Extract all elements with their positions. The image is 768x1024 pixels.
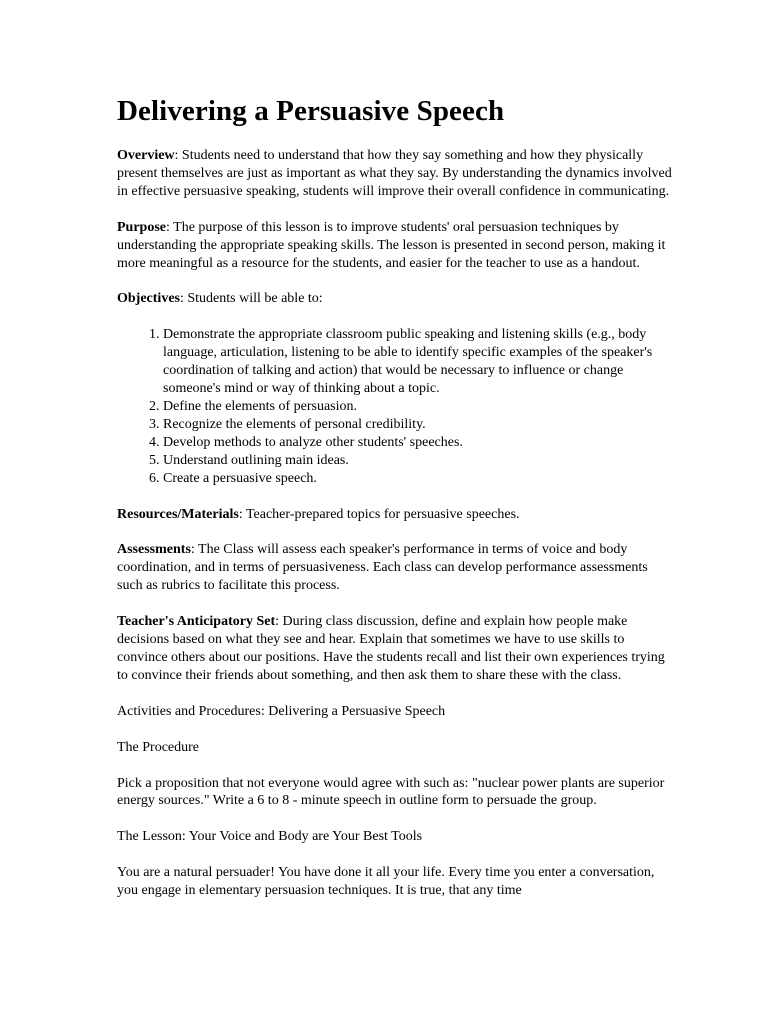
overview-label: Overview xyxy=(117,148,175,163)
anticipatory-set-text: : During class discussion, define and explain how people make decisions based on what they see and hear. Explain that sometimes we have to use skills to convince others about our positions. Have the students recall and list their own experiences trying to convince their friends about something, and then ask them to share these with the class. xyxy=(117,614,665,683)
overview-paragraph xyxy=(117,147,672,201)
procedure-paragraph: Pick a proposition that not everyone would agree with such as: "nuclear power plants are superior energy sources." Write a 6 to 8 - minute speech in outline form to persuade the group. xyxy=(117,775,665,809)
lesson-paragraph: You are a natural persuader! You have done it all your life. Every time you enter a conversation, you engage in elementary persuasion techniques. It is true, that any time xyxy=(117,865,655,899)
objective-item: 2. Define the elements of persuasion. xyxy=(163,398,672,416)
assessments-paragraph xyxy=(117,541,672,595)
objectives-paragraph xyxy=(117,290,672,308)
resources-text: : Teacher-prepared topics for persuasive speeches. xyxy=(238,506,520,522)
document-title: Delivering a Persuasive Speech xyxy=(117,95,505,127)
purpose-label: Purpose xyxy=(117,219,166,235)
activities-heading: Activities and Procedures: Delivering a Persuasive Speech xyxy=(117,703,446,719)
objective-item: 6. Create a persuasive speech. xyxy=(163,470,672,488)
assessments-text: : The Class will assess each speaker's performance in terms of voice and body coordination, and in terms of persuasiveness. Each class can develop performance assessments such as rubrics to facilitate this process. xyxy=(117,542,648,594)
anticipatory-set-paragraph xyxy=(117,613,672,685)
document-body xyxy=(117,147,672,900)
objective-item: 5. Understand outlining main ideas. xyxy=(163,452,672,470)
purpose-text: : The purpose of this lesson is to improve students' oral persuasion techniques by understanding the appropriate speaking skills. The lesson is presented in second person, making it more meaningful as a resource for the students, and easier for the teacher to use as a handout. xyxy=(117,219,666,271)
objective-item: 4. Develop methods to analyze other students' speeches. xyxy=(163,434,672,452)
objectives-label: Objectives xyxy=(117,291,180,307)
anticipatory-set-label: Teacher's Anticipatory Set xyxy=(117,614,276,630)
overview-text: : Students need to understand that how they say something and how they physically present themselves are just as important as what they say. By understanding the dynamics involved in effective persuasive speaking, students will improve their overall confidence in communicating. xyxy=(117,148,672,199)
assessments-label: Assessments xyxy=(117,542,191,558)
objectives-text: : Students will be able to: xyxy=(179,291,323,307)
resources-paragraph xyxy=(117,506,672,524)
objective-item: 1. Demonstrate the appropriate classroom public speaking and listening skills (e.g., body language, articulation, listening to be able to identify specific examples of the speaker's coordination of talking and action) that would be necessary to influence or change someone's mind or way of thinking about a topic. xyxy=(163,326,672,398)
lesson-heading: The Lesson: Your Voice and Body are Your Best Tools xyxy=(117,829,423,845)
objective-item: 3. Recognize the elements of personal credibility. xyxy=(163,416,672,434)
purpose-paragraph xyxy=(117,219,672,273)
objectives-list xyxy=(117,326,672,487)
resources-label: Resources/Materials xyxy=(117,506,239,522)
procedure-heading: The Procedure xyxy=(117,739,200,755)
